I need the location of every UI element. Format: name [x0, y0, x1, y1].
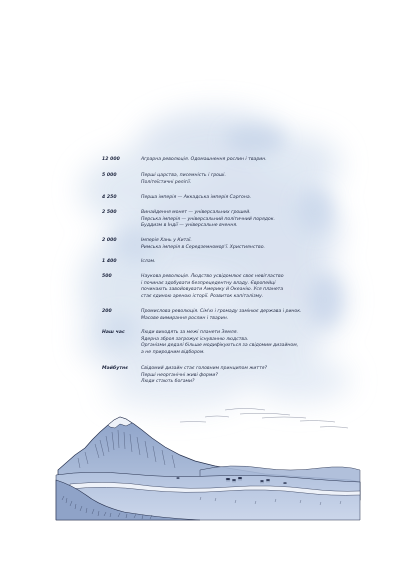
timeline-line: Іслам. — [141, 259, 156, 264]
timeline-line: а не природним відбором. — [141, 349, 205, 355]
timeline-date: 12 000 — [102, 157, 120, 162]
timeline-date: Наш час — [102, 330, 125, 335]
timeline-line: стає єдиною ареною історії. Розвиток капіталізму. — [141, 293, 264, 299]
timeline-event — [141, 274, 316, 300]
timeline-date: 5 000 — [102, 173, 117, 178]
timeline-event — [141, 366, 316, 386]
timeline-event — [141, 330, 316, 356]
timeline-line: Наукова революція. Людство усвідомлює своє невігластво — [141, 274, 284, 279]
timeline-line: Буддизм в Індії — універсальне вчення. — [141, 223, 238, 229]
timeline-date: 200 — [102, 309, 112, 314]
timeline-line: Свідомий дизайн стає головним принципом життя? — [141, 366, 267, 371]
timeline-event — [141, 173, 316, 186]
timeline-date: 500 — [102, 274, 112, 279]
timeline-line: Ядерна зброя загрожує існуванню людства. — [141, 336, 249, 342]
timeline-line: Політеїстичні релігії. — [141, 179, 192, 185]
timeline-line: Винайдення монет — універсальних грошей. — [141, 210, 251, 215]
timeline-event — [141, 157, 316, 164]
timeline-event — [141, 259, 316, 266]
timeline-line: Аграрна революція. Одомашнення рослин і тварин. — [141, 157, 267, 162]
timeline-line: Люди виходять за межі планети Земля. — [141, 330, 238, 335]
timeline-line: Організми дедалі більше модифікуються за свідомим дизайном, — [141, 343, 299, 349]
timeline-event — [141, 309, 316, 322]
timeline-event — [141, 195, 316, 202]
timeline-date: Майбутнє — [102, 366, 129, 371]
timeline-line: Перська імперія — універсальний політичний порядок. — [141, 216, 275, 222]
timeline-line: і починає здобувати безпрецедентну владу. Європейці — [141, 280, 276, 286]
timeline-date: 4 250 — [102, 195, 117, 200]
timeline-line: Люди стають богами? — [141, 379, 195, 385]
timeline-line: Перша імперія — Аккадська імперія Саргона. — [141, 195, 252, 200]
timeline-date: 2 000 — [102, 238, 117, 243]
timeline-line: Римська імперія в Середземномор'ї. Християнство. — [141, 244, 265, 250]
timeline-event — [141, 210, 316, 230]
timeline-line: Промислова революція. Сім'ю і громаду замінює держава і ринок. — [141, 309, 302, 314]
timeline-date: 1 400 — [102, 259, 117, 264]
timeline-event — [141, 238, 316, 251]
timeline-line: Масове вимирання рослин і тварин. — [141, 315, 229, 321]
timeline-line: Перші царства, писемність і гроші. — [141, 173, 226, 178]
timeline-line: Перші неорганічні живі форми? — [141, 372, 218, 378]
timeline-line: Імперія Хань у Китаї. — [141, 238, 192, 243]
timeline-line: починають завойовувати Америку й Океанію. Уся планета — [141, 287, 284, 293]
timeline-date: 2 500 — [102, 210, 117, 215]
